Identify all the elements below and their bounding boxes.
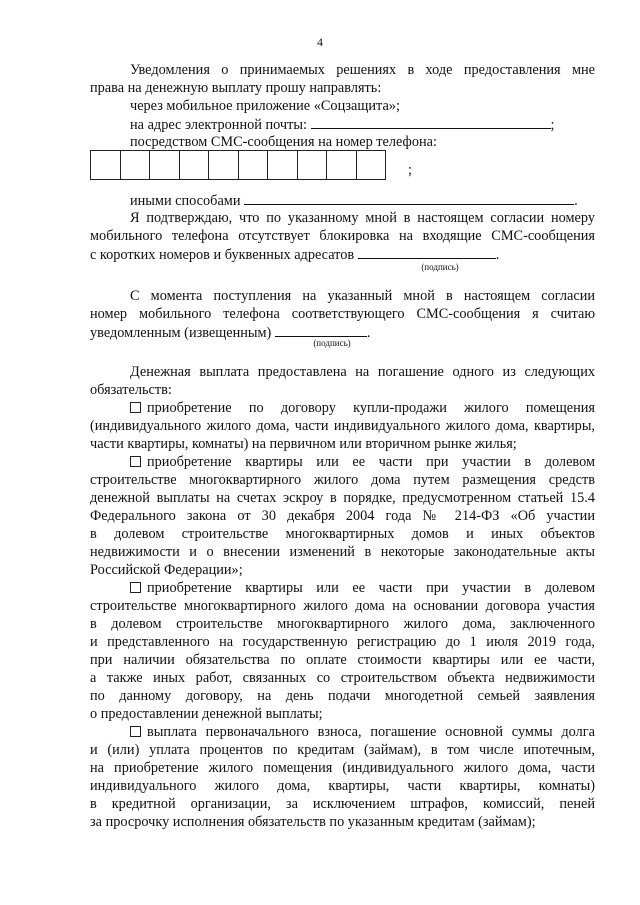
phone-digit-box[interactable] (356, 150, 387, 180)
phone-digit-box[interactable] (267, 150, 298, 180)
item-4-text: выплата первоначального взноса, погашение основной суммы долга (147, 724, 595, 740)
phone-number-boxes[interactable] (90, 150, 385, 180)
confirm-signature-caption: (подпись) (421, 262, 459, 272)
moment-signature-blank[interactable] (275, 323, 367, 337)
notice-line-1: Уведомления о принимаемых решениях в ходе предоставления мне (130, 62, 595, 78)
option-other (130, 191, 595, 210)
item-4-line: на приобретение жилого помещения (индивидуального жилого дома, части (90, 760, 595, 776)
item-3-line: в долевом строительстве многоквартирного жилого дома, заключенного (90, 616, 595, 632)
option-mobile-app: через мобильное приложение «Соцзащита»; (130, 98, 400, 114)
item-3-line: а также иных работ, связанных со строительством объекта недвижимости (90, 670, 595, 686)
moment-line-3-end: . (366, 325, 371, 341)
option-sms: посредством СМС-сообщения на номер телефона: (130, 134, 437, 150)
option-other-end: . (574, 193, 578, 209)
phone-digit-box[interactable] (208, 150, 239, 180)
item-1-line: (индивидуального жилого дома, части индивидуального жилого дома, квартиры, (90, 418, 595, 434)
phone-digit-box[interactable] (149, 150, 180, 180)
notice-line-2: права на денежную выплату прошу направлять: (90, 80, 382, 96)
option-email-label: на адрес электронной почты: (130, 117, 307, 133)
item-3-first-line (130, 579, 595, 597)
phone-digit-box[interactable] (120, 150, 151, 180)
item-3-text: приобретение квартиры или ее части при участии в долевом (147, 580, 595, 596)
option-other-label: иными способами (130, 193, 241, 209)
item-2-line: денежной выплаты на счетах эскроу в порядке, предусмотренном статьей 15.4 (90, 490, 595, 506)
item-2-checkbox[interactable] (130, 456, 141, 467)
other-methods-blank[interactable] (244, 191, 574, 205)
item-2-line: Федерального закона от 30 декабря 2004 года № 214-ФЗ «Об участии (90, 508, 595, 524)
confirm-line-3-end: . (495, 247, 500, 263)
item-2-text: приобретение квартиры или ее части при участии в долевом (147, 454, 595, 470)
item-4-line: в кредитной организации, за исключением штрафов, комиссий, пеней (90, 796, 595, 812)
item-2-line: строительстве многоквартирного жилого дома путем размещения средств (90, 472, 595, 488)
item-2-line: в долевом строительстве многоквартирных домов и иных объектов (90, 526, 595, 542)
moment-signature-caption: (подпись) (313, 338, 351, 348)
item-2-first-line (130, 453, 595, 471)
item-1-line: части квартиры, комнаты) на первичном или вторичном рынке жилья; (90, 436, 517, 452)
confirm-signature-blank[interactable] (358, 245, 496, 259)
item-2-line: недвижимости и о внесении изменений в некоторые законодательные акты (90, 544, 595, 560)
item-4-line: за просрочку исполнения обязательств по указанным кредитам (займам); (90, 814, 536, 830)
moment-line-2: номер мобильного телефона соответствующего СМС-сообщения я считаю (90, 306, 595, 322)
phone-digit-box[interactable] (238, 150, 269, 180)
moment-line-1: С момента поступления на указанный мной в настоящем согласии (130, 288, 595, 304)
item-3-line: строительстве многоквартирного жилого дома на основании договора участия (90, 598, 595, 614)
option-email (130, 115, 595, 134)
confirm-line-2: мобильного телефона отсутствует блокировка на входящие СМС-сообщения (90, 228, 595, 244)
item-2-line: Российской Федерации»; (90, 562, 243, 578)
item-3-line: при наличии обязательства по оплате стоимости квартиры или ее части, (90, 652, 595, 668)
item-3-line: о предоставлении денежной выплаты; (90, 706, 323, 722)
item-4-line: и (или) уплата процентов по кредитам (займам), в том числе ипотечным, (90, 742, 595, 758)
phone-end: ; (408, 162, 412, 178)
phone-digit-box[interactable] (297, 150, 328, 180)
email-blank[interactable] (311, 115, 551, 129)
item-3-line: и представленного на государственную регистрацию до 1 июля 2019 года, (90, 634, 595, 650)
phone-digit-box[interactable] (179, 150, 210, 180)
item-1-first-line (130, 399, 595, 417)
moment-line-3-text: уведомленным (извещенным) (90, 325, 272, 341)
item-3-checkbox[interactable] (130, 582, 141, 593)
item-4-first-line (130, 723, 595, 741)
page-number: 4 (317, 35, 323, 49)
confirm-line-3-text: с коротких номеров и буквенных адресатов (90, 247, 355, 263)
phone-digit-box[interactable] (326, 150, 357, 180)
payment-line-2: обязательств: (90, 382, 172, 398)
item-4-line: индивидуального жилого дома, квартиры, части квартиры, комнаты) (90, 778, 595, 794)
item-4-checkbox[interactable] (130, 726, 141, 737)
option-email-end: ; (550, 117, 555, 133)
item-1-text: приобретение по договору купли-продажи жилого помещения (147, 400, 595, 416)
phone-digit-box[interactable] (90, 150, 121, 180)
item-3-line: по данному договору, на день подачи многодетной семьей заявления (90, 688, 595, 704)
item-1-checkbox[interactable] (130, 402, 141, 413)
confirm-line-3 (90, 245, 595, 264)
payment-line-1: Денежная выплата предоставлена на погашение одного из следующих (130, 364, 595, 380)
confirm-line-1: Я подтверждаю, что по указанному мной в настоящем согласии номеру (130, 210, 595, 226)
